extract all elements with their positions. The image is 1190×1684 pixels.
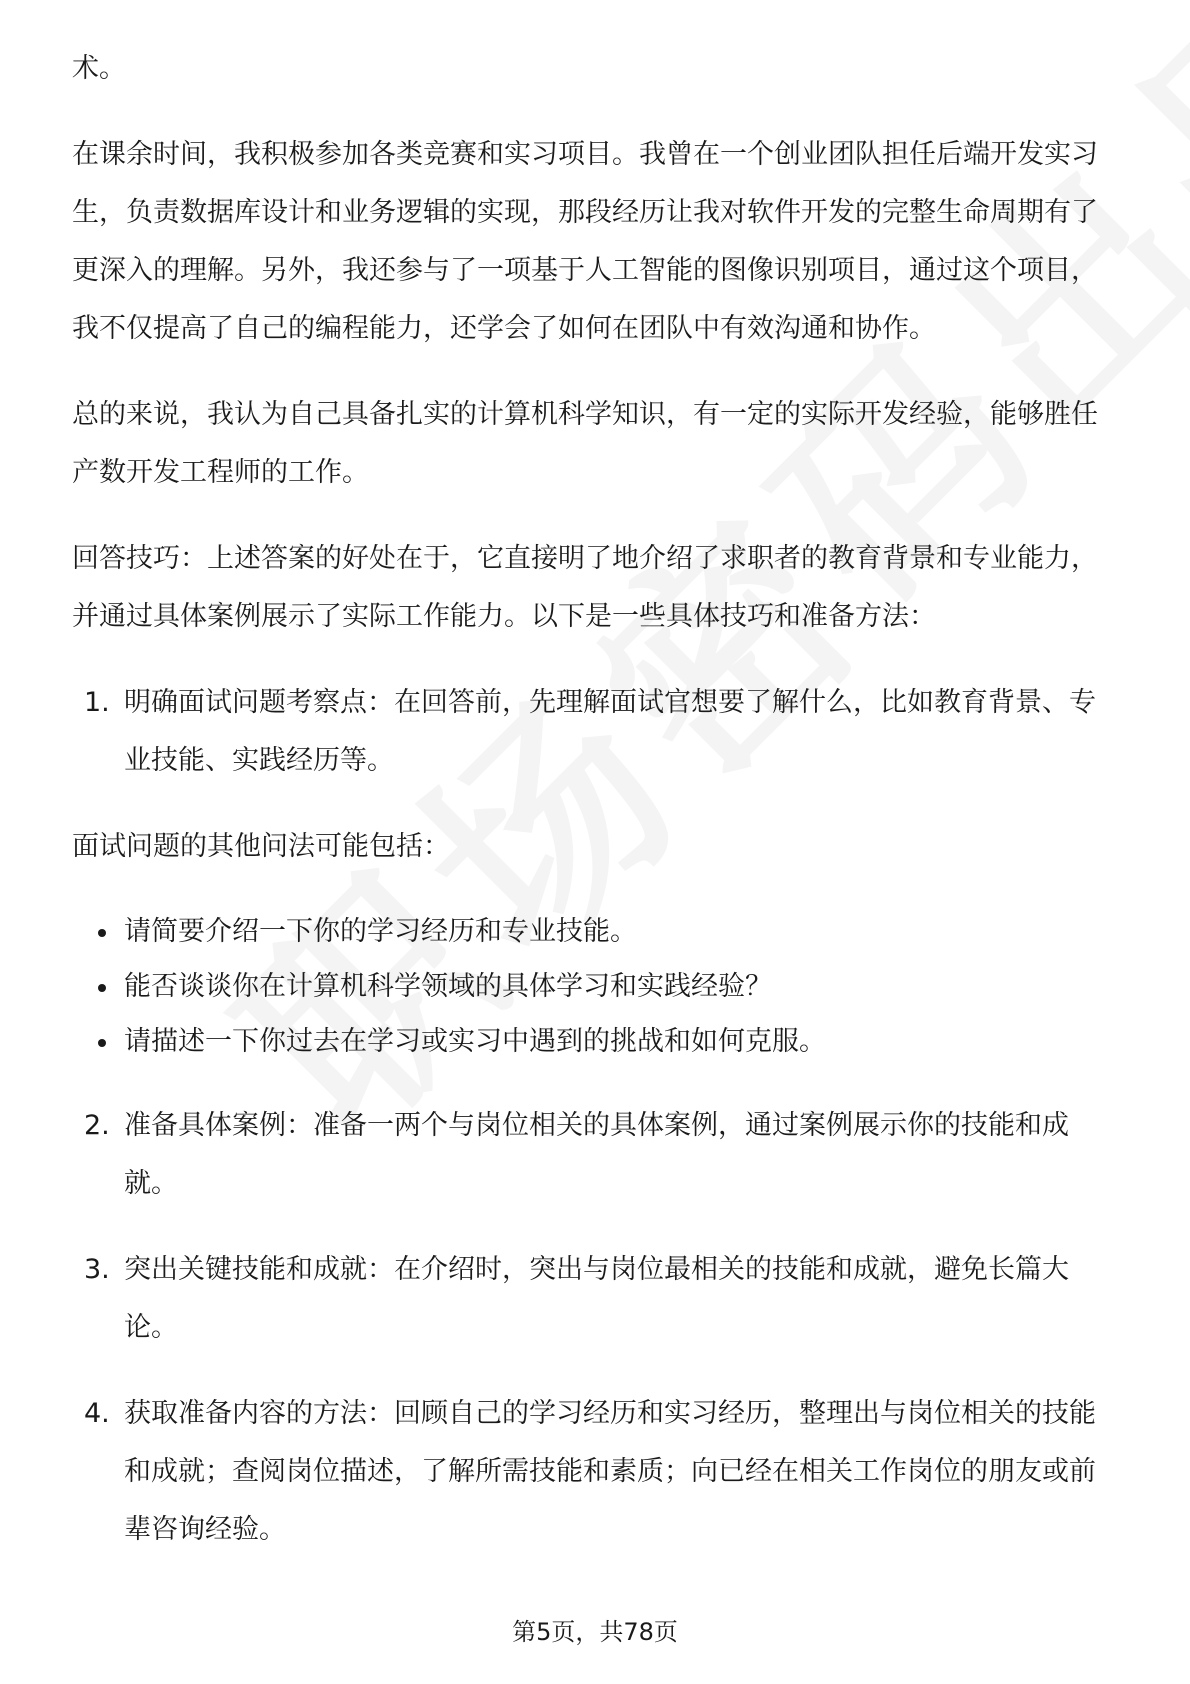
tip-item-2: [72, 1097, 1122, 1213]
list-item: [124, 904, 1122, 959]
bullet-icon: [98, 984, 106, 992]
paragraph-summary: 总的来说，我认为自己具备扎实的计算机科学知识，有一定的实际开发经验，能够胜任产数开发工程师的工作。: [72, 399, 1098, 488]
list-item-text: 请描述一下你过去在学习或实习中遇到的挑战和如何克服。: [124, 1026, 826, 1057]
tip-text: 突出关键技能和成就：在介绍时，突出与岗位最相关的技能和成就，避免长篇大论。: [124, 1254, 1069, 1343]
paragraph-extracurricular: 在课余时间，我积极参加各类竞赛和实习项目。我曾在一个创业团队担任后端开发实习生，负责数据库设计和业务逻辑的实现，那段经历让我对软件开发的完整生命周期有了更深入的理解。另外，我还参与了一项基于人工智能的图像识别项目，通过这个项目，我不仅提高了自己的编程能力，还学会了如何在团队中有效沟通和协作。: [72, 139, 1098, 344]
bullet-icon: [98, 929, 106, 937]
list-item-text: 能否谈谈你在计算机科学领域的具体学习和实践经验？: [124, 971, 772, 1002]
paragraph-answer-tips: 回答技巧：上述答案的好处在于，它直接明了地介绍了求职者的教育背景和专业能力，并通过具体案例展示了实际工作能力。以下是一些具体技巧和准备方法：: [72, 543, 1098, 632]
tip-text: 准备具体案例：准备一两个与岗位相关的具体案例，通过案例展示你的技能和成就。: [124, 1110, 1069, 1199]
tip-text: 明确面试问题考察点：在回答前，先理解面试官想要了解什么，比如教育背景、专业技能、实践经历等。: [124, 687, 1096, 776]
list-item: [124, 959, 1122, 1014]
tip-item-4: [72, 1385, 1122, 1559]
tip-item-1: [72, 674, 1122, 790]
list-item-text: 请简要介绍一下你的学习经历和专业技能。: [124, 916, 637, 947]
tip-text: 获取准备内容的方法：回顾自己的学习经历和实习经历，整理出与岗位相关的技能和成就；查阅岗位描述，了解所需技能和素质；向已经在相关工作岗位的朋友或前辈咨询经验。: [124, 1398, 1096, 1545]
other-questions-list: [72, 904, 1122, 1069]
tip-number: 3.: [84, 1254, 110, 1285]
page-number: 第5页，共78页: [512, 1618, 678, 1646]
paragraph-continuation: 术。: [72, 53, 126, 84]
tip-item-3: [72, 1241, 1122, 1357]
tip-number: 1.: [84, 687, 110, 718]
document-body: [72, 40, 1122, 1559]
list-item: [124, 1014, 1122, 1069]
tip-number: 2.: [84, 1110, 110, 1141]
tip-number: 4.: [84, 1398, 110, 1429]
other-questions-heading: 面试问题的其他问法可能包括：: [72, 831, 450, 862]
bullet-icon: [98, 1039, 106, 1047]
